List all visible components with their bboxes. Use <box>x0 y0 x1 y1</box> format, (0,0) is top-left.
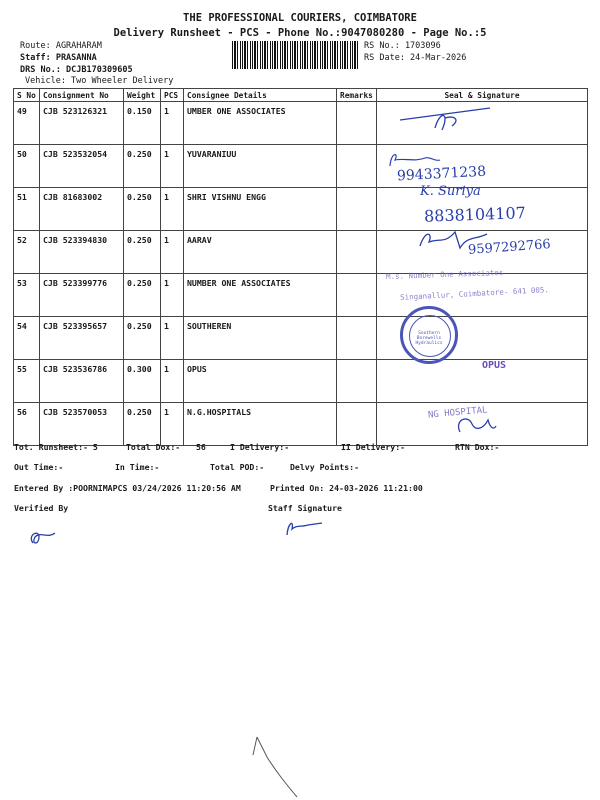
verified-by: Verified By <box>14 503 69 513</box>
staff: Staff: PRASANNA <box>20 53 97 63</box>
table-row <box>14 102 588 145</box>
handwritten-phone-2: 8838104107 <box>423 203 527 226</box>
cell-sno: 50 <box>14 145 40 188</box>
signature-row-52 <box>415 226 495 252</box>
cell-consignee: AARAV <box>184 231 337 274</box>
cell-sno: 49 <box>14 102 40 145</box>
col-weight: Weight <box>124 89 161 102</box>
cell-consignment: CJB 523394830 <box>40 231 124 274</box>
cell-sno: 53 <box>14 274 40 317</box>
cell-consignee: OPUS <box>184 360 337 403</box>
cell-consignee: SOUTHEREN <box>184 317 337 360</box>
cell-weight: 0.150 <box>124 102 161 145</box>
printed-on: Printed On: 24-03-2026 11:21:00 <box>270 483 423 493</box>
signature-row-56 <box>450 410 500 440</box>
tot-runsheet: Tot. Runsheet:- 5 <box>14 442 98 452</box>
col-seal-signature: Seal & Signature <box>377 89 588 102</box>
cell-weight: 0.250 <box>124 274 161 317</box>
verified-signature <box>25 525 65 550</box>
cell-remarks <box>337 274 377 317</box>
table-row <box>14 317 588 360</box>
total-dox-value: 56 <box>196 442 206 452</box>
in-time: In Time:- <box>115 462 160 472</box>
cell-consignee: YUVARANIUU <box>184 145 337 188</box>
stamp-ng-hospital: NG HOSPITAL <box>427 405 488 421</box>
rtn-dox: RTN Dox:- <box>455 442 500 452</box>
table-row <box>14 403 588 446</box>
signature-row-49 <box>380 100 500 140</box>
cell-sno: 51 <box>14 188 40 231</box>
runsheet-subtitle: Delivery Runsheet - PCS - Phone No.:9047080280 - Page No.:5 <box>113 27 487 39</box>
stamp-opus: OPUS <box>482 360 507 371</box>
cell-remarks <box>337 360 377 403</box>
cell-consignee: UMBER ONE ASSOCIATES <box>184 102 337 145</box>
col-remarks: Remarks <box>337 89 377 102</box>
cell-pcs: 1 <box>161 102 184 145</box>
cell-pcs: 1 <box>161 274 184 317</box>
drs-number: DRS No.: DCJB170309605 <box>20 65 133 75</box>
round-seal <box>400 306 458 364</box>
cell-remarks <box>337 102 377 145</box>
rs-date: RS Date: 24-Mar-2026 <box>364 53 467 63</box>
cell-consignment: CJB 523395657 <box>40 317 124 360</box>
cell-sno: 54 <box>14 317 40 360</box>
route: Route: AGRAHARAM <box>20 41 102 51</box>
i-delivery: I Delivery:- <box>230 442 290 452</box>
cell-remarks <box>337 317 377 360</box>
col-pcs: PCS <box>161 89 184 102</box>
cell-consignment: CJB 81683002 <box>40 188 124 231</box>
cell-weight: 0.250 <box>124 317 161 360</box>
staff-signature-label: Staff Signature <box>268 503 342 513</box>
cell-consignment: CJB 523532054 <box>40 145 124 188</box>
total-pod: Total POD:- <box>210 462 265 472</box>
cell-sno: 52 <box>14 231 40 274</box>
col-consignee: Consignee Details <box>184 89 337 102</box>
col-consignment: Consignment No <box>40 89 124 102</box>
cell-pcs: 1 <box>161 145 184 188</box>
handwritten-phone-3: 9597292766 <box>467 237 552 258</box>
cell-weight: 0.250 <box>124 188 161 231</box>
table-row <box>14 145 588 188</box>
out-time: Out Time:- <box>14 462 64 472</box>
entered-by: Entered By :POORNIMAPCS 03/24/2026 11:20:56 AM <box>14 483 241 493</box>
staff-signature <box>282 515 332 540</box>
barcode <box>232 41 360 69</box>
col-sno: S No <box>14 89 40 102</box>
cell-remarks <box>337 188 377 231</box>
cell-pcs: 1 <box>161 188 184 231</box>
cell-consignee: N.G.HOSPITALS <box>184 403 337 446</box>
cell-pcs: 1 <box>161 360 184 403</box>
total-dox-label: Total Dox:- <box>126 442 181 452</box>
ii-delivery: II Delivery:- <box>341 442 406 452</box>
cell-sno: 56 <box>14 403 40 446</box>
stamp-address-line-2: Singanallur, Coimbatore- 641 005. <box>399 285 550 302</box>
cell-weight: 0.250 <box>124 145 161 188</box>
cell-pcs: 1 <box>161 403 184 446</box>
delvy-points: Delvy Points:- <box>290 462 360 472</box>
round-seal-text: Southern Borewells Hydraulics <box>415 331 443 346</box>
rs-number: RS No.: 1703096 <box>364 41 441 51</box>
handwritten-name-2: K. Suriya <box>420 184 481 199</box>
cell-consignment: CJB 523126321 <box>40 102 124 145</box>
cell-sno: 55 <box>14 360 40 403</box>
cell-consignment: CJB 523536786 <box>40 360 124 403</box>
cell-weight: 0.250 <box>124 403 161 446</box>
vehicle: Vehicle: Two Wheeler Delivery <box>25 76 174 86</box>
cell-consignment: CJB 523399776 <box>40 274 124 317</box>
handwritten-phone-1: 9943371238 <box>396 163 487 185</box>
cell-pcs: 1 <box>161 317 184 360</box>
cell-weight: 0.300 <box>124 360 161 403</box>
cell-consignment: CJB 523570053 <box>40 403 124 446</box>
cell-weight: 0.250 <box>124 231 161 274</box>
cell-pcs: 1 <box>161 231 184 274</box>
cell-consignee: SHRI VISHNU ENGG <box>184 188 337 231</box>
stamp-address-line-1: M.s. Number One Associates <box>385 267 504 282</box>
cell-remarks <box>337 145 377 188</box>
cell-consignee: NUMBER ONE ASSOCIATES <box>184 274 337 317</box>
margin-mark <box>245 735 305 800</box>
cell-remarks <box>337 403 377 446</box>
company-title: THE PROFESSIONAL COURIERS, COIMBATORE <box>183 12 417 24</box>
signature-row-50 <box>385 148 445 170</box>
cell-remarks <box>337 231 377 274</box>
